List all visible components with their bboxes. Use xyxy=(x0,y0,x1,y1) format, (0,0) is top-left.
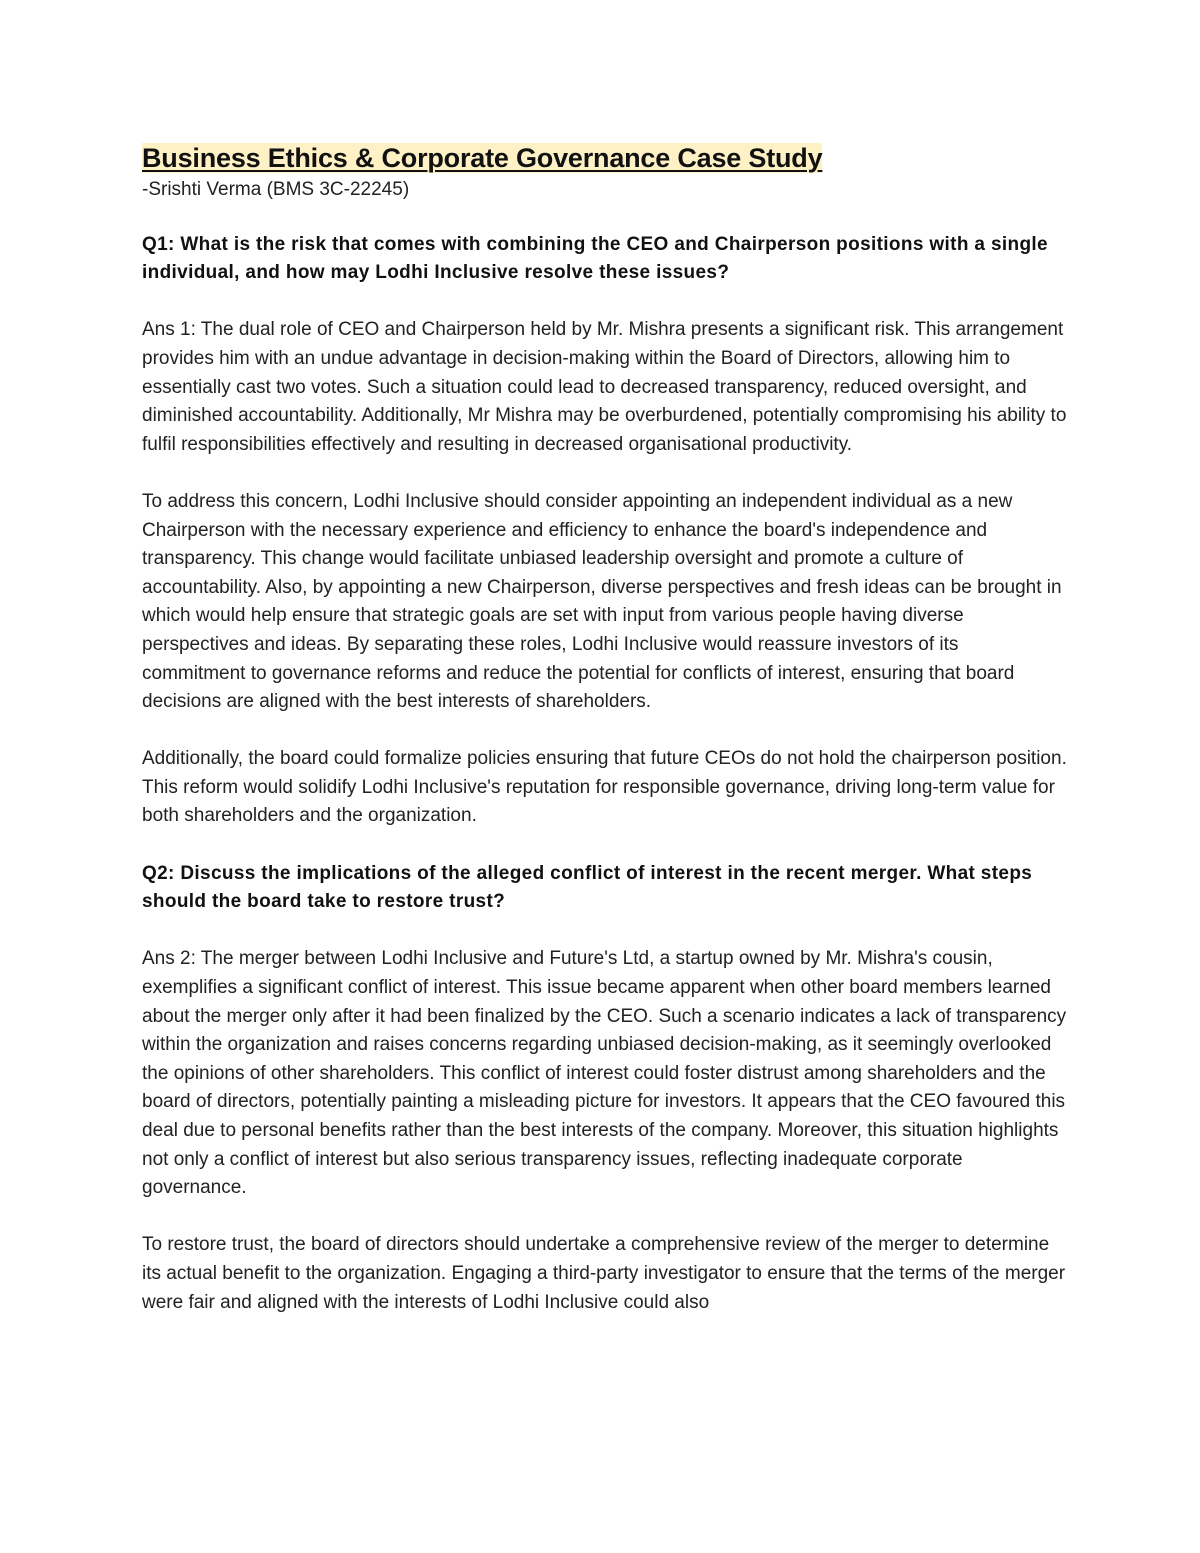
author-line: -Srishti Verma (BMS 3C-22245) xyxy=(142,179,410,200)
question-1: Q1: What is the risk that comes with combining the CEO and Chairperson positions with a single individual, and how may Lodhi Inclusive resolve these issues? xyxy=(142,233,1048,284)
answer-1-paragraph-3: Additionally, the board could formalize policies ensuring that future CEOs do not hold the chairperson position. This reform would solidify Lodhi Inclusive's reputation for responsible governance, driving long-term value for both shareholders and the organization. xyxy=(142,748,1067,827)
answer-1-paragraph-2: To address this concern, Lodhi Inclusive should consider appointing an independent individual as a new Chairperson with the necessary experience and efficiency to enhance the board's independence and transparency. This change would facilitate unbiased leadership oversight and promote a culture of accountability. Also, by appointing a new Chairperson, diverse perspectives and fresh ideas can be brought in which would help ensure that strategic goals are set with input from various people having diverse perspectives and ideas. By separating these roles, Lodhi Inclusive would reassure investors of its commitment to governance reforms and reduce the potential for conflicts of interest, ensuring that board decisions are aligned with the best interests of shareholders. xyxy=(142,490,1062,713)
document-title-text: Business Ethics & Corporate Governance Case Study xyxy=(142,143,823,173)
answer-2-paragraph-1: Ans 2: The merger between Lodhi Inclusive and Future's Ltd, a startup owned by Mr. Mishra's cousin, exemplifies a significant conflict of interest. This issue became apparent when other board members learned about the merger only after it had been finalized by the CEO. Such a scenario indicates a lack of transparency within the organization and raises concerns regarding unbiased decision-making, as it seemingly overlooked the opinions of other shareholders. This conflict of interest could foster distrust among shareholders and the board of directors, potentially painting a misleading picture for investors. It appears that the CEO favoured this deal due to personal benefits rather than the best interests of the company. Moreover, this situation highlights not only a conflict of interest but also serious transparency issues, reflecting inadequate corporate governance. xyxy=(142,948,1067,1199)
document-page xyxy=(142,138,1067,1317)
document-title xyxy=(142,138,1067,178)
question-2: Q2: Discuss the implications of the alleged conflict of interest in the recent merger. What steps should the board take to restore trust? xyxy=(142,862,1033,913)
answer-2-paragraph-2: To restore trust, the board of directors should undertake a comprehensive review of the merger to determine its actual benefit to the organization. Engaging a third-party investigator to ensure that the terms of the merger were fair and aligned with the interests of Lodhi Inclusive could also xyxy=(142,1234,1066,1313)
answer-1-paragraph-1: Ans 1: The dual role of CEO and Chairperson held by Mr. Mishra presents a significant risk. This arrangement provides him with an undue advantage in decision-making within the Board of Directors, allowing him to essentially cast two votes. Such a situation could lead to decreased transparency, reduced oversight, and diminished accountability. Additionally, Mr Mishra may be overburdened, potentially compromising his ability to fulfil responsibilities effectively and resulting in decreased organisational productivity. xyxy=(142,319,1067,455)
